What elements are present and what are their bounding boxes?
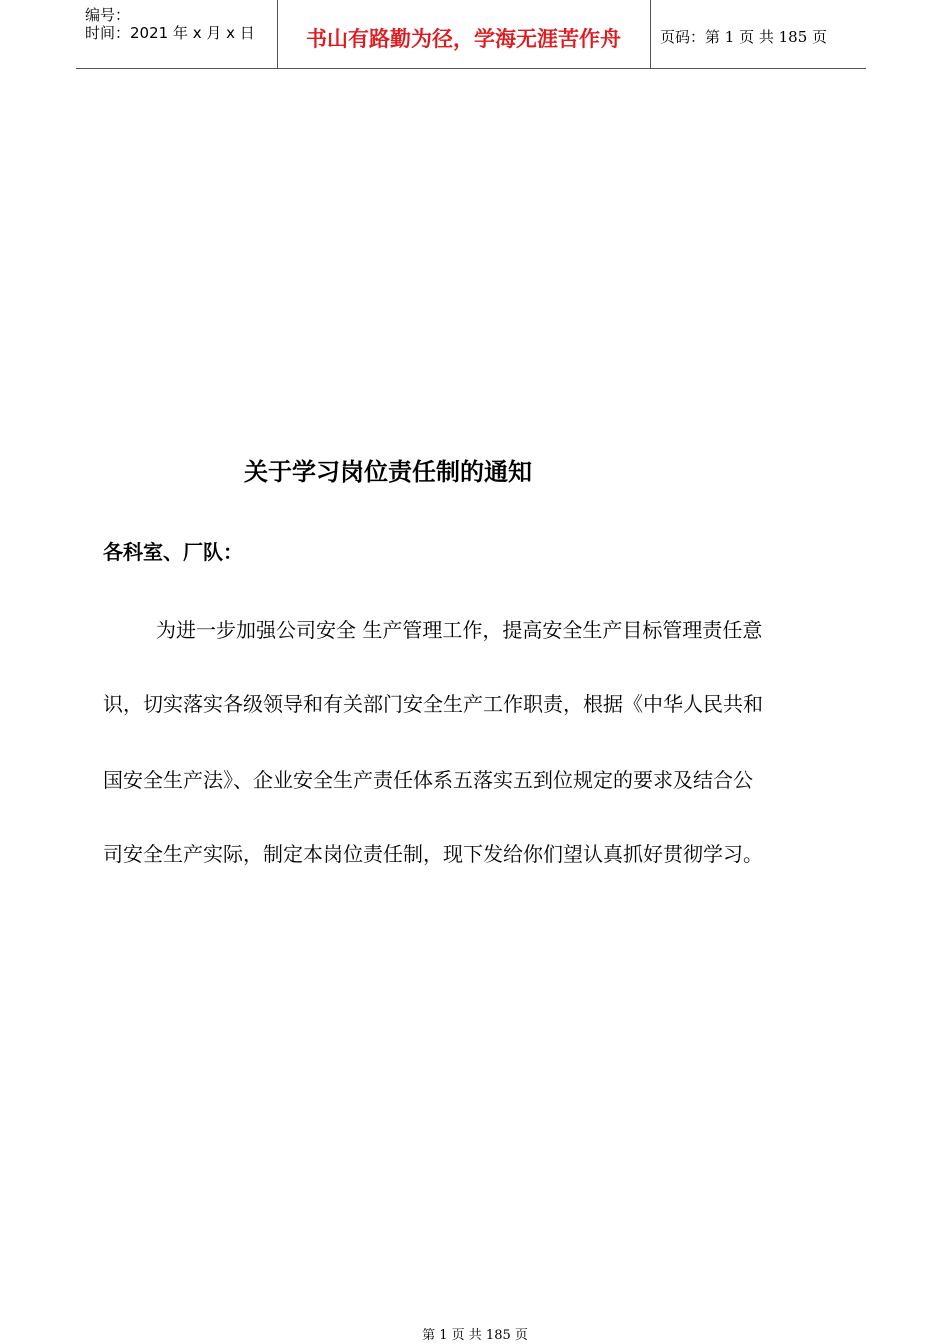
header-motto-cell (277, 0, 651, 68)
header-motto: 书山有路勤为径，学海无涯苦作舟 (306, 26, 621, 51)
document-date-label: 时间：2021 年 x 月 x 日 (85, 24, 255, 42)
header-page-info: 页码：第 1 页 共 185 页 (660, 28, 828, 46)
page-header (76, 0, 866, 69)
header-meta-cell (76, 0, 278, 68)
document-salutation: 各科室、厂队： (103, 540, 243, 564)
body-line: 为进一步加强公司安全 生产管理工作，提高安全生产目标管理责任意 (156, 618, 763, 642)
document-number-label: 编号： (85, 6, 131, 24)
header-page-cell (651, 0, 866, 68)
body-line: 国安全生产法》、企业安全生产责任体系五落实五到位规定的要求及结合公 (103, 768, 753, 792)
document-title: 关于学习岗位责任制的通知 (244, 457, 532, 486)
page-footer: 第 1 页 共 185 页 (422, 1328, 528, 1343)
body-line: 识，切实落实各级领导和有关部门安全生产工作职责，根据《中华人民共和 (103, 692, 763, 716)
body-line: 司安全生产实际，制定本岗位责任制，现下发给你们望认真抓好贯彻学习。 (103, 842, 763, 866)
